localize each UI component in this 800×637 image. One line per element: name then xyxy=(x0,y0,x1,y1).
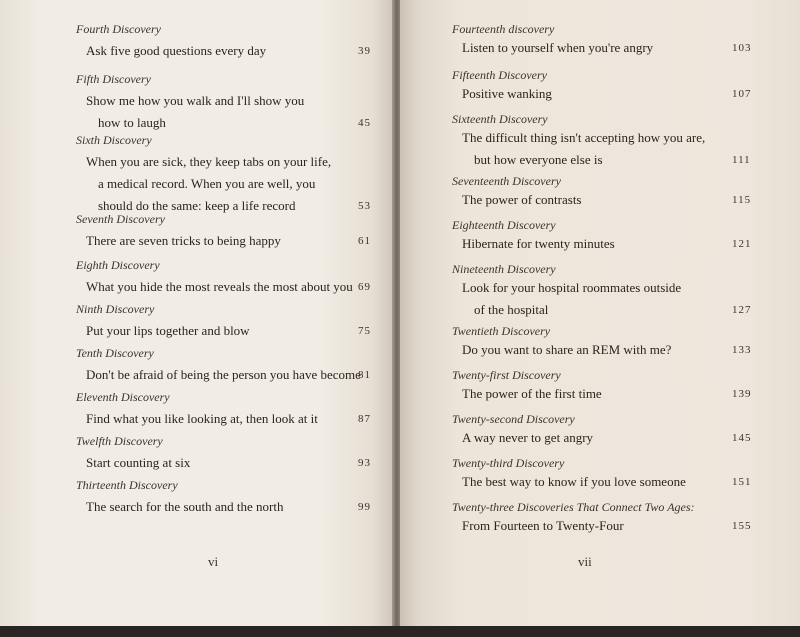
toc-entry-title-line: Find what you like looking at, then look at it xyxy=(86,411,318,426)
toc-entry-title-line: The search for the south and the north xyxy=(86,499,284,514)
toc-entry-title-line: The best way to know if you love someone xyxy=(462,474,686,489)
toc-entry-heading: Seventh Discovery xyxy=(76,212,165,226)
toc-entry-title-line: but how everyone else is xyxy=(474,152,603,167)
toc-entry-title-line: When you are sick, they keep tabs on your life, xyxy=(86,154,332,169)
toc-entry-page-number: 133 xyxy=(732,344,752,356)
toc-entry-heading: Twelfth Discovery xyxy=(76,434,163,448)
toc-entry-title-line: A way never to get angry xyxy=(462,430,594,445)
left-toc-list xyxy=(0,0,394,626)
toc-entry-title-line: Listen to yourself when you're angry xyxy=(462,40,654,55)
toc-entry-page-number: 107 xyxy=(732,88,752,100)
toc-entry-heading: Twenty-first Discovery xyxy=(452,368,561,382)
toc-entry-title-line: Positive wanking xyxy=(462,86,552,101)
toc-entry-heading: Sixteenth Discovery xyxy=(452,112,548,126)
toc-entry-heading: Twenty-three Discoveries That Connect Two Ages: xyxy=(452,500,695,514)
toc-entry-heading: Twentieth Discovery xyxy=(452,324,551,338)
toc-entry-page-number: 151 xyxy=(732,476,752,488)
toc-entry-heading: Eighteenth Discovery xyxy=(452,218,556,232)
toc-entry-title-line: should do the same: keep a life record xyxy=(98,198,296,213)
toc-entry-heading: Ninth Discovery xyxy=(76,302,155,316)
toc-entry-title-line: The power of contrasts xyxy=(462,192,582,207)
toc-entry-page-number: 115 xyxy=(732,194,752,206)
toc-entry-page-number: 87 xyxy=(358,413,371,425)
toc-entry-page-number: 103 xyxy=(732,42,752,54)
right-toc-list xyxy=(400,0,800,626)
toc-entry-page-number: 99 xyxy=(358,501,371,513)
toc-entry-title-line: The power of the first time xyxy=(462,386,602,401)
toc-entry-page-number: 81 xyxy=(358,369,371,381)
toc-entry-title-line: of the hospital xyxy=(474,302,549,317)
toc-entry-title-line: Show me how you walk and I'll show you xyxy=(86,93,305,108)
toc-entry-title-line: What you hide the most reveals the most about you xyxy=(86,279,353,294)
toc-entry-heading: Nineteenth Discovery xyxy=(452,262,556,276)
toc-entry-title-line: Ask five good questions every day xyxy=(86,43,267,58)
toc-entry-page-number: 53 xyxy=(358,200,371,212)
toc-entry-heading: Eleventh Discovery xyxy=(76,390,170,404)
toc-entry-heading: Fourth Discovery xyxy=(76,22,161,36)
toc-entry-heading: Thirteenth Discovery xyxy=(76,478,178,492)
toc-entry-title-line: Do you want to share an REM with me? xyxy=(462,342,672,357)
toc-entry-page-number: 69 xyxy=(358,281,371,293)
toc-entry-heading: Seventeenth Discovery xyxy=(452,174,561,188)
toc-entry-page-number: 139 xyxy=(732,388,752,400)
toc-entry-title-line: The difficult thing isn't accepting how you are, xyxy=(462,130,706,145)
toc-entry-title-line: From Fourteen to Twenty-Four xyxy=(462,518,624,533)
toc-entry-heading: Sixth Discovery xyxy=(76,133,152,147)
right-page xyxy=(400,0,800,626)
toc-entry-title-line: Don't be afraid of being the person you have become xyxy=(86,367,361,382)
toc-entry-page-number: 121 xyxy=(732,238,752,250)
toc-entry-page-number: 39 xyxy=(358,45,371,57)
toc-entry-heading: Twenty-second Discovery xyxy=(452,412,575,426)
toc-entry-heading: Fourteenth discovery xyxy=(452,22,555,36)
right-page-folio: vii xyxy=(578,554,592,569)
left-page xyxy=(0,0,394,626)
toc-entry-title-line: a medical record. When you are well, you xyxy=(98,176,316,191)
toc-entry-page-number: 127 xyxy=(732,304,752,316)
toc-entry-heading: Fifth Discovery xyxy=(76,72,151,86)
toc-entry-heading: Eighth Discovery xyxy=(76,258,160,272)
toc-entry-title-line: how to laugh xyxy=(98,115,166,130)
toc-entry-page-number: 111 xyxy=(732,154,751,166)
toc-entry-page-number: 75 xyxy=(358,325,371,337)
toc-entry-heading: Twenty-third Discovery xyxy=(452,456,565,470)
toc-entry-page-number: 145 xyxy=(732,432,752,444)
toc-entry-page-number: 45 xyxy=(358,117,371,129)
toc-entry-heading: Fifteenth Discovery xyxy=(452,68,547,82)
toc-entry-page-number: 155 xyxy=(732,520,752,532)
left-page-folio: vi xyxy=(208,554,219,569)
toc-entry-title-line: Hibernate for twenty minutes xyxy=(462,236,615,251)
toc-entry-title-line: Start counting at six xyxy=(86,455,191,470)
toc-entry-title-line: Put your lips together and blow xyxy=(86,323,250,338)
toc-entry-page-number: 61 xyxy=(358,235,371,247)
toc-entry-heading: Tenth Discovery xyxy=(76,346,154,360)
toc-entry-title-line: There are seven tricks to being happy xyxy=(86,233,281,248)
toc-entry-title-line: Look for your hospital roommates outside xyxy=(462,280,682,295)
toc-entry-page-number: 93 xyxy=(358,457,371,469)
